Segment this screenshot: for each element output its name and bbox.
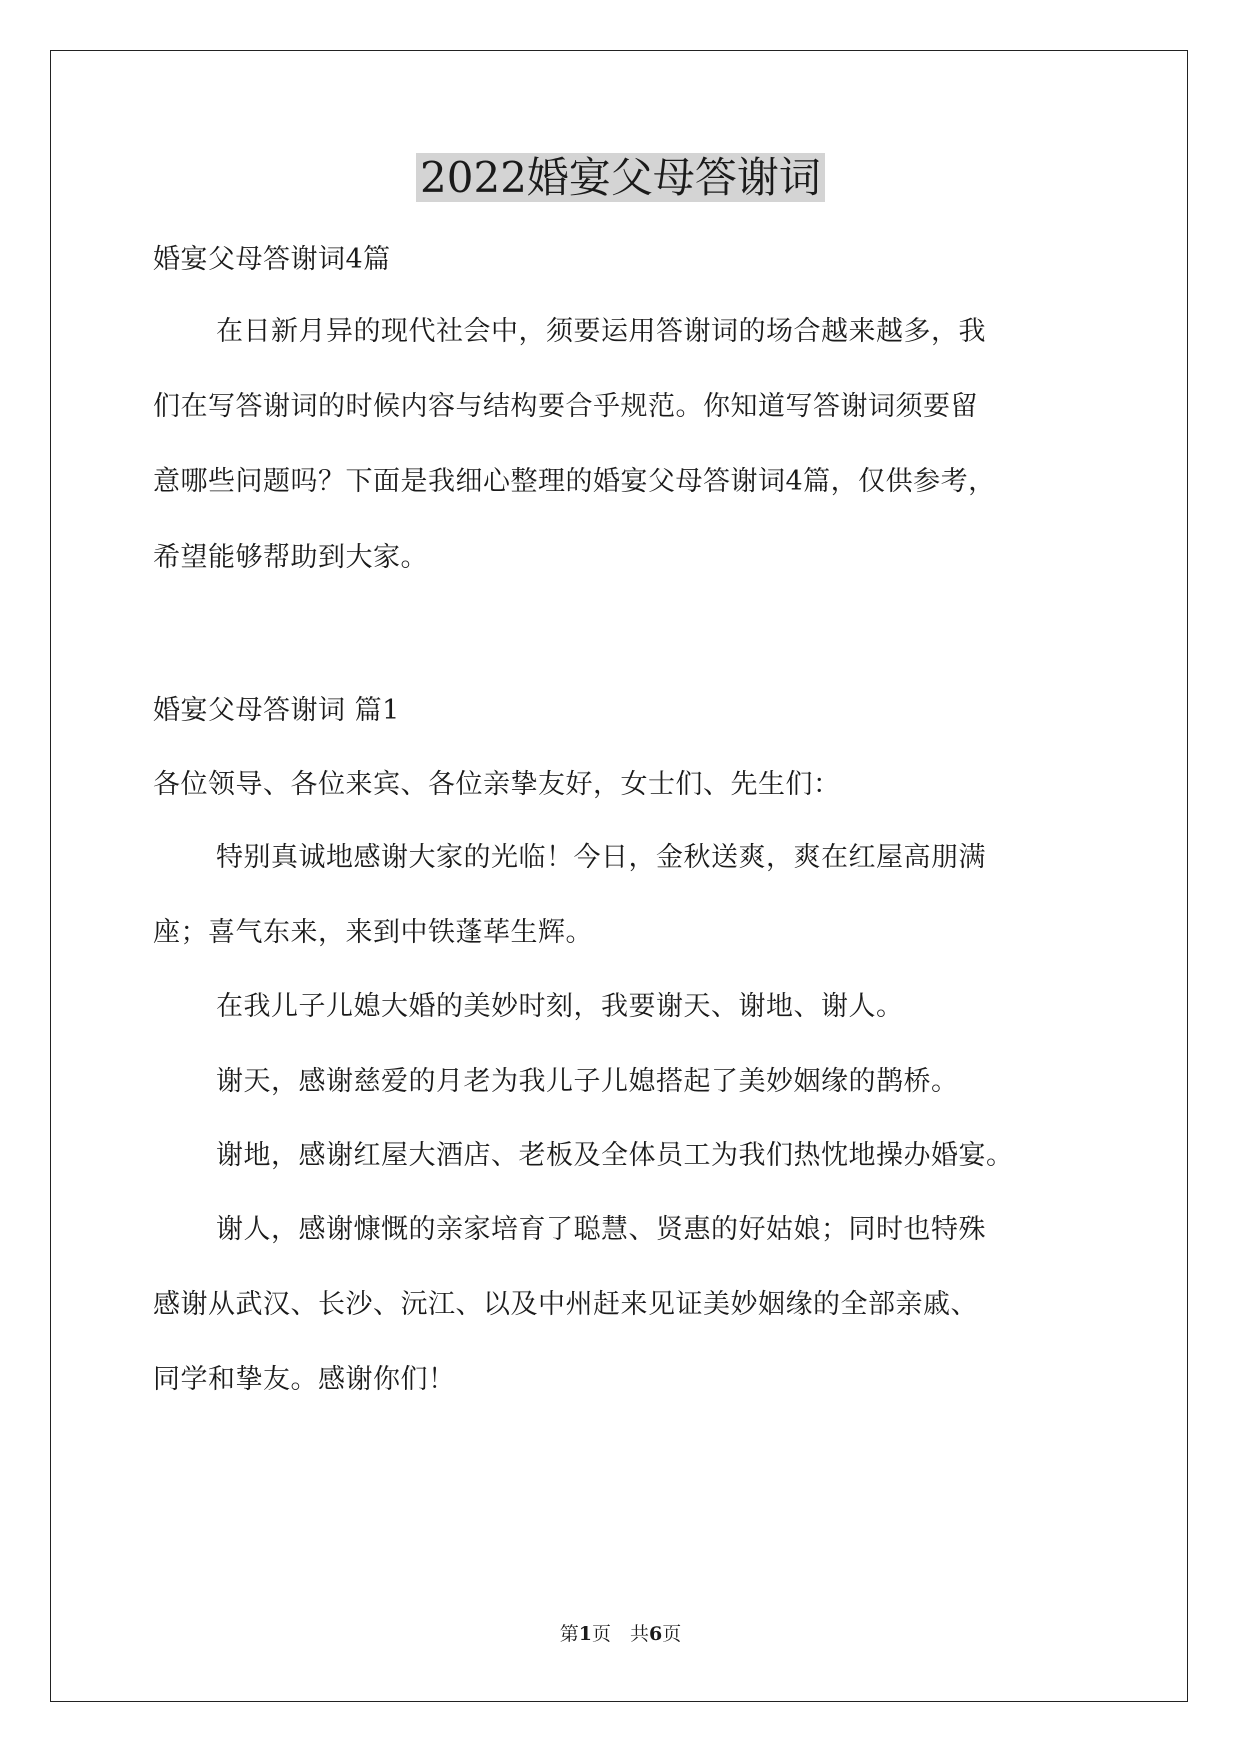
body-line-2: 座；喜气东来，来到中铁蓬荜生辉。 xyxy=(153,917,593,948)
document-subtitle: 婚宴父母答谢词4篇 xyxy=(153,244,391,275)
document-title xyxy=(0,150,1241,206)
intro-line-2: 们在写答谢词的时候内容与结构要合乎规范。你知道写答谢词须要留 xyxy=(153,391,978,422)
footer-page-suffix: 页 xyxy=(662,1623,682,1645)
page-border xyxy=(50,50,1188,1702)
intro-line-1: 在日新月异的现代社会中，须要运用答谢词的场合越来越多，我 xyxy=(216,316,986,347)
footer-page-prefix: 第 xyxy=(559,1623,579,1645)
body-line-8: 同学和挚友。感谢你们！ xyxy=(153,1364,456,1395)
document-title-text: 2022婚宴父母答谢词 xyxy=(416,153,825,202)
body-line-3: 在我儿子儿媳大婚的美妙时刻，我要谢天、谢地、谢人。 xyxy=(216,991,904,1022)
footer-page-current: 1 xyxy=(578,1623,592,1645)
body-line-7: 感谢从武汉、长沙、沅江、以及中州赶来见证美妙姻缘的全部亲戚、 xyxy=(153,1289,978,1320)
body-line-4: 谢天，感谢慈爱的月老为我儿子儿媳搭起了美妙姻缘的鹊桥。 xyxy=(216,1066,959,1097)
intro-line-3: 意哪些问题吗？下面是我细心整理的婚宴父母答谢词4篇，仅供参考， xyxy=(153,466,996,497)
footer-page-mid: 页 共 xyxy=(591,1623,649,1645)
body-line-5: 谢地，感谢红屋大酒店、老板及全体员工为我们热忱地操办婚宴。 xyxy=(216,1140,1014,1171)
footer-page-total: 6 xyxy=(649,1623,663,1645)
body-line-6: 谢人，感谢慷慨的亲家培育了聪慧、贤惠的好姑娘；同时也特殊 xyxy=(216,1214,986,1245)
body-line-1: 特别真诚地感谢大家的光临！今日，金秋送爽，爽在红屋高朋满 xyxy=(216,842,986,873)
greeting-line: 各位领导、各位来宾、各位亲挚友好，女士们、先生们： xyxy=(153,769,841,800)
intro-line-4: 希望能够帮助到大家。 xyxy=(153,542,428,573)
section-heading: 婚宴父母答谢词 篇1 xyxy=(153,695,400,726)
page-footer xyxy=(0,1622,1241,1646)
